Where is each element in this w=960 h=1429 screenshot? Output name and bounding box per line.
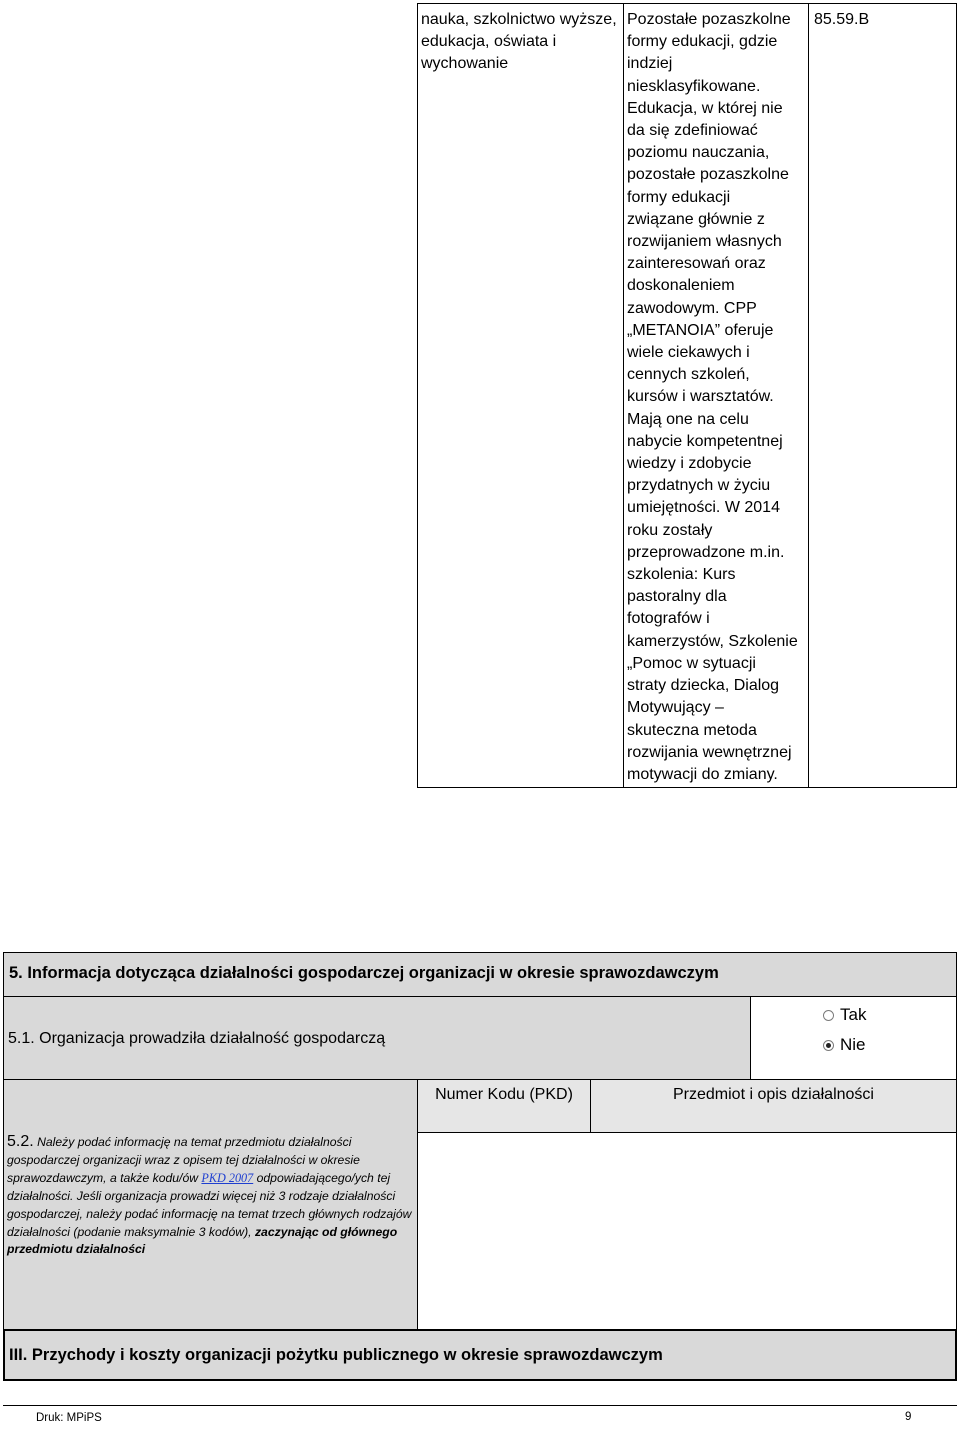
footer-rule — [3, 1405, 957, 1406]
radio-nie[interactable] — [823, 1040, 834, 1051]
section-3-header — [3, 1329, 957, 1381]
description-line: Mają one na celu — [627, 410, 749, 428]
description-line: rozwijaniem własnych — [627, 233, 782, 251]
description-line: zainteresowań oraz — [627, 255, 766, 273]
description-line: Motywujący – — [627, 699, 724, 717]
pkd-column-header — [417, 1079, 591, 1133]
question-5-1-label: 5.1. Organizacja prowadziła działalność gospodarczą — [8, 1030, 386, 1047]
section-5-header — [3, 952, 957, 997]
description-line: doskonaleniem — [627, 277, 735, 295]
description-line: nabycie kompetentnej — [627, 432, 783, 450]
description-line: „METANOIA” oferuje — [627, 321, 774, 339]
radio-tak[interactable] — [823, 1010, 834, 1021]
question-5-2-instructions-cont: odpowiadającego/ych tej działalności. Jeśli organizacja prowadzi więcej niż 3 rodzaje działalności gospodarczej, należy podać informację na temat trzech głównych rodzajów działalności (podanie maksymalnie 3 kodów), — [7, 1170, 412, 1239]
description-line: motywacji do zmiany. — [627, 765, 778, 783]
question-5-2-emphasis: zaczynając od głównego przedmiotu działalności — [7, 1224, 398, 1257]
description-line: rozwijania wewnętrznej — [627, 743, 792, 761]
description-line: Pozostałe pozaszkolne — [627, 11, 791, 28]
question-5-1-label-cell — [3, 996, 751, 1080]
section-3-title: III. Przychody i koszty organizacji pożytku publicznego w okresie sprawozdawczym — [9, 1346, 663, 1364]
footer-print-label: Druk: MPiPS — [36, 1412, 102, 1424]
description-line: kursów i warsztatów. — [627, 388, 774, 406]
description-line: da się zdefiniować — [627, 122, 758, 140]
radio-option-nie[interactable] — [823, 1035, 866, 1055]
description-line: szkolenia: Kurs — [627, 566, 736, 584]
description-line: kamerzystów, Szkolenie — [627, 632, 798, 650]
description-line: umiejętności. W 2014 — [627, 499, 780, 517]
question-5-2-input-area[interactable] — [417, 1132, 957, 1330]
pkd-code-cell: 85.59.B — [814, 11, 870, 28]
question-5-2-instructions: Należy podać informację na temat przedmiotu działalności gospodarczej organizacji wraz z opisem tej działalności w okresie sprawozdawczym, a także kodu/ów — [7, 1135, 360, 1185]
description-line: niesklasyfikowane. — [627, 77, 761, 95]
description-line: przeprowadzone m.in. — [627, 543, 785, 561]
description-line: formy edukacji — [627, 188, 731, 206]
description-line: przydatnych w życiu — [627, 477, 771, 495]
question-5-1-answer-cell — [750, 996, 957, 1080]
pkd-2007-link[interactable]: PKD 2007 — [201, 1170, 254, 1185]
section-5-title: 5. Informacja dotycząca działalności gospodarczej organizacji w okresie sprawozdawczym — [9, 964, 719, 982]
table-divider — [623, 4, 624, 787]
description-column-label: Przedmiot i opis działalności — [673, 1086, 874, 1103]
activity-area-cell: nauka, szkolnictwo wyższe, edukacja, oświata i wychowanie — [421, 11, 617, 73]
page-number: 9 — [905, 1411, 912, 1423]
description-line: „Pomoc w sytuacji — [627, 654, 756, 672]
radio-option-tak[interactable] — [823, 1005, 866, 1025]
question-5-2-text — [7, 1133, 417, 1259]
description-line: związane głównie z — [627, 210, 765, 228]
description-line: zawodowym. CPP — [627, 299, 757, 317]
description-line: skuteczna metoda — [627, 721, 757, 739]
activity-description-cell — [627, 9, 809, 786]
description-line: roku zostały — [627, 521, 713, 539]
description-line: fotografów i — [627, 610, 710, 628]
description-line: pozostałe pozaszkolne — [627, 166, 789, 184]
activity-table — [417, 3, 957, 788]
description-line: indziej — [627, 55, 673, 73]
pkd-column-label: Numer Kodu (PKD) — [435, 1086, 573, 1103]
radio-nie-label: Nie — [840, 1035, 866, 1054]
radio-tak-label: Tak — [840, 1005, 867, 1024]
description-line: straty dziecka, Dialog — [627, 677, 780, 695]
description-line: cennych szkoleń, — [627, 366, 750, 384]
description-line: wiele ciekawych i — [627, 344, 750, 362]
description-column-header — [590, 1079, 957, 1133]
description-line: poziomu nauczania, — [627, 144, 770, 162]
question-5-2-number: 5.2. — [7, 1133, 34, 1150]
description-line: wiedzy i zdobycie — [627, 455, 752, 473]
description-line: pastoralny dla — [627, 588, 727, 606]
description-line: formy edukacji, gdzie — [627, 33, 778, 51]
description-line: Edukacja, w której nie — [627, 99, 783, 117]
